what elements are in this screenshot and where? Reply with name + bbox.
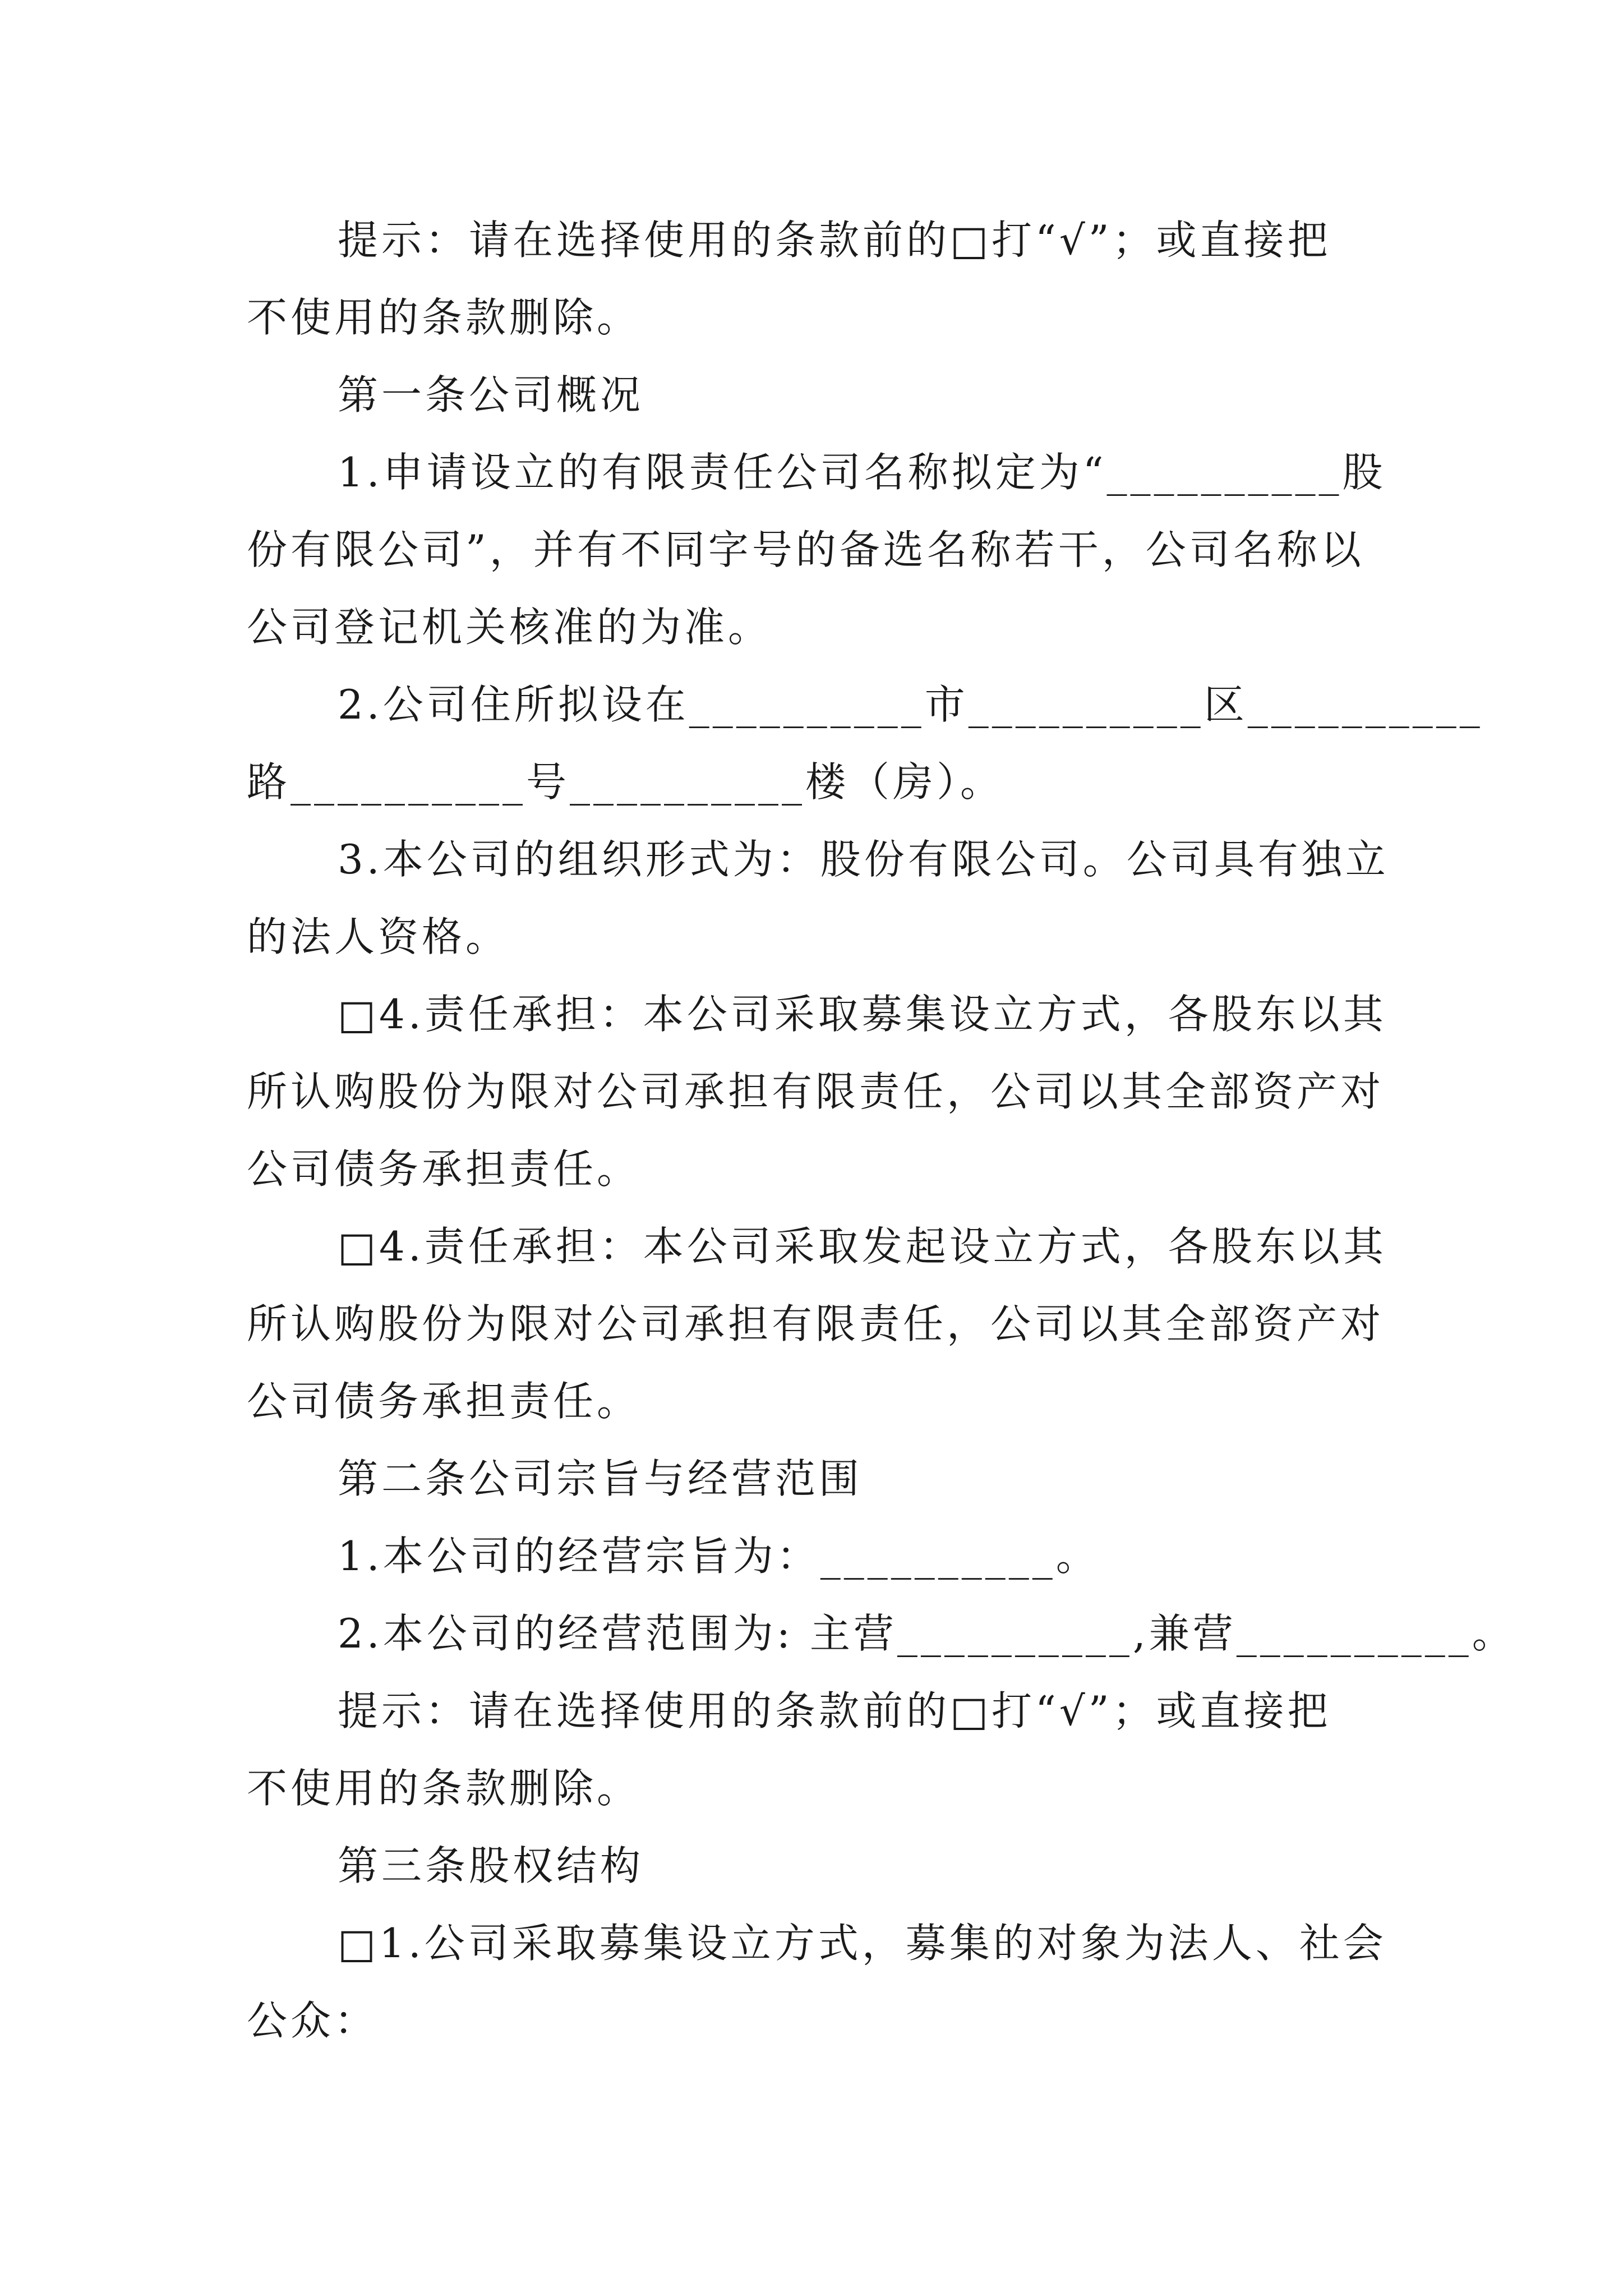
hint-2-line-2: 不使用的条款删除。 bbox=[247, 1765, 641, 1812]
article-1-heading: 第一条公司概况 bbox=[338, 371, 644, 418]
clause-1-4b-line-2: 所认购股份为限对公司承担有限责任，公司以其全部资产对 bbox=[247, 1300, 1385, 1347]
clause-1-2-line-2: 路__________号__________楼（房）。 bbox=[247, 758, 1004, 806]
clause-1-4a-line-3: 公司债务承担责任。 bbox=[247, 1145, 641, 1193]
clause-1-3-line-1: 3.本公司的组织形式为：股份有限公司。公司具有独立 bbox=[338, 836, 1389, 883]
clause-1-4b-line-3: 公司债务承担责任。 bbox=[247, 1378, 641, 1425]
clause-1-3-line-2: 的法人资格。 bbox=[247, 913, 510, 960]
article-2-heading: 第二条公司宗旨与经营范围 bbox=[338, 1455, 863, 1502]
clause-1-1-line-3: 公司登记机关核准的为准。 bbox=[247, 604, 772, 651]
clause-3-1-line-1: □1.公司采取募集设立方式，募集的对象为法人、社会 bbox=[338, 1920, 1387, 1967]
clause-1-2-line-1: 2.公司住所拟设在__________市__________区__________ bbox=[338, 681, 1483, 728]
clause-2-1: 1.本公司的经营宗旨为：__________。 bbox=[338, 1533, 1100, 1580]
hint-line-2: 不使用的条款删除。 bbox=[247, 294, 641, 341]
clause-1-4a-line-1: □4.责任承担：本公司采取募集设立方式，各股东以其 bbox=[338, 991, 1387, 1038]
clause-1-1-line-1: 1.申请设立的有限责任公司名称拟定为“__________股 bbox=[338, 449, 1386, 496]
article-3-heading: 第三条股权结构 bbox=[338, 1842, 644, 1889]
clause-3-1-line-2: 公众： bbox=[247, 1997, 379, 2044]
clause-1-4b-line-1: □4.责任承担：本公司采取发起设立方式，各股东以其 bbox=[338, 1223, 1387, 1270]
hint-2-line-1: 提示：请在选择使用的条款前的□打“√”；或直接把 bbox=[338, 1687, 1331, 1734]
clause-1-1-line-2: 份有限公司”，并有不同字号的备选名称若干，公司名称以 bbox=[247, 526, 1364, 573]
clause-1-4a-line-2: 所认购股份为限对公司承担有限责任，公司以其全部资产对 bbox=[247, 1068, 1385, 1115]
hint-line-1: 提示：请在选择使用的条款前的□打“√”；或直接把 bbox=[338, 217, 1331, 264]
clause-2-2: 2.本公司的经营范围为: 主营__________,兼营__________。 bbox=[338, 1610, 1516, 1657]
